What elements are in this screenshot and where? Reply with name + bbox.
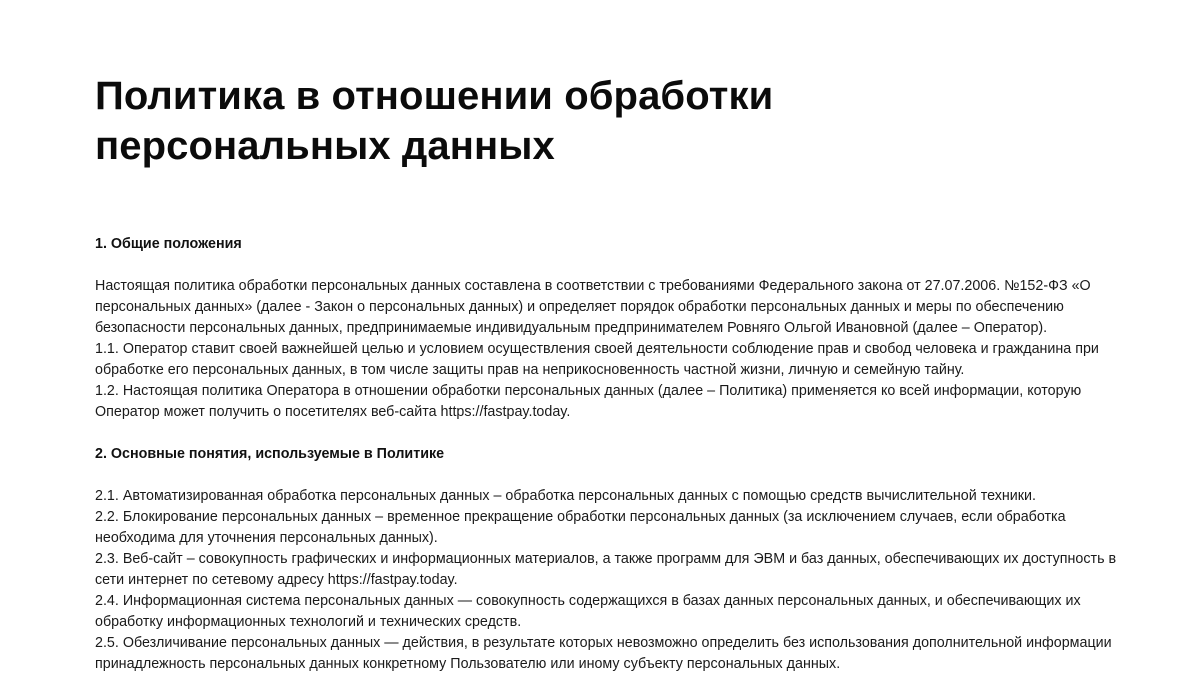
- policy-content: [95, 71, 1117, 675]
- section-general-text: [95, 276, 1110, 423]
- text-line: обработку информационных технологий и технических средств.: [95, 614, 522, 630]
- text-line: 2.2. Блокирование персональных данных – временное прекращение обработки персональных данных (за исключением случаев, если обработка: [95, 509, 1066, 525]
- section-heading-general: 1. Общие положения: [95, 236, 242, 252]
- text-line: 2.4. Информационная система персональных данных — совокупность содержащихся в базах данных персональных данных, и обеспечивающих их: [95, 593, 1081, 609]
- section-heading-definitions: 2. Основные понятия, используемые в Политике: [95, 446, 445, 462]
- text-line: 2.5. Обезличивание персональных данных — действия, в результате которых невозможно определить без использования дополнительной информации: [95, 635, 1112, 651]
- text-line: необходима для уточнения персональных данных).: [95, 530, 438, 546]
- text-line: сети интернет по сетевому адресу https://fastpay.today.: [95, 572, 458, 588]
- page-title-line-2: персональных данных: [95, 124, 555, 168]
- section-definitions-text: [95, 486, 1117, 675]
- page-title: [95, 71, 1110, 171]
- text-line: обработке его персональных данных, в том числе защиты прав на неприкосновенность частной жизни, личную и семейную тайну.: [95, 362, 965, 378]
- text-line: принадлежность персональных данных конкретному Пользователю или иному субъекту персональных данных.: [95, 656, 841, 672]
- text-line: Настоящая политика обработки персональных данных составлена в соответствии с требованиями Федерального закона от 27.07.2006. №152-ФЗ «О: [95, 278, 1091, 294]
- text-line: 1.2. Настоящая политика Оператора в отношении обработки персональных данных (далее – Политика) применяется ко всей информации, которую: [95, 383, 1082, 399]
- text-line: Оператор может получить о посетителях веб-сайта https://fastpay.today.: [95, 404, 571, 420]
- text-line: 1.1. Оператор ставит своей важнейшей целью и условием осуществления своей деятельности соблюдение прав и свобод человека и гражданина при: [95, 341, 1099, 357]
- page-title-line-1: Политика в отношении обработки: [95, 74, 774, 118]
- text-line: персональных данных» (далее - Закон о персональных данных) и определяет порядок обработки персональных данных и меры по обеспечению: [95, 299, 1064, 315]
- text-line: 2.3. Веб-сайт – совокупность графических и информационных материалов, а также программ для ЭВМ и баз данных, обеспечивающих их доступность в: [95, 551, 1117, 567]
- text-line: безопасности персональных данных, предпринимаемые индивидуальным предпринимателем Ровняго Ольгой Ивановной (далее – Оператор).: [95, 320, 1048, 336]
- text-line: 2.1. Автоматизированная обработка персональных данных – обработка персональных данных с помощью средств вычислительной техники.: [95, 488, 1036, 504]
